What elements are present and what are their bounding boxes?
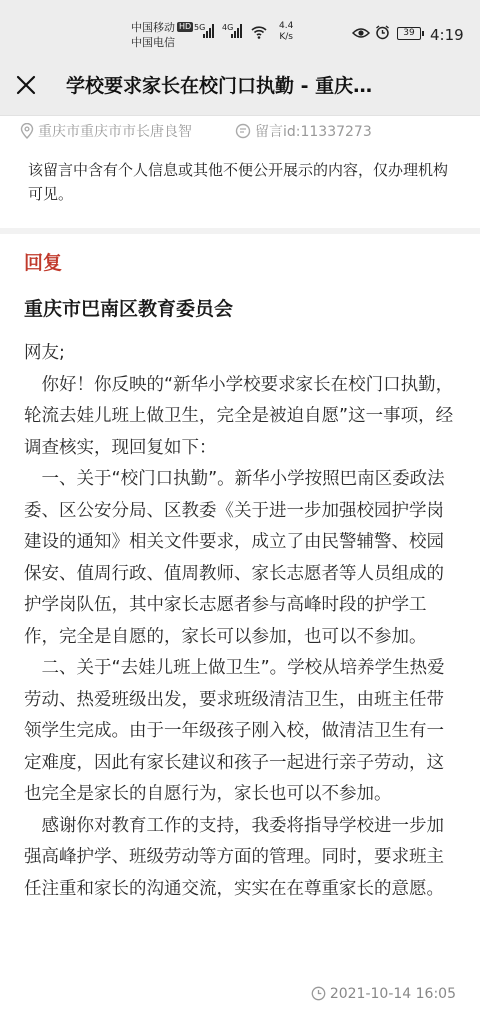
timestamp-text: 2021-10-14 16:05	[329, 986, 456, 1002]
hd-badge: HD	[179, 22, 192, 31]
location-pin-icon	[20, 123, 34, 139]
nav-bar	[0, 56, 480, 116]
reply-paragraph: 二、关于“去娃儿班上做卫生”。学校从培养学生热爱劳动、热爱班级出发，要求班级清洁卫生，由班主任带领学生完成。由于一年级孩子刚入校，做清洁卫生有一定难度，因此有家长建议和孩子一起进行亲子劳动，这也完全是家长的自愿行为，家长也可以不参加。	[24, 658, 445, 804]
page-title: 学校要求家长在校门口执勤 - 重庆…	[66, 75, 373, 97]
location-info	[20, 123, 192, 141]
reply-heading: 回复	[24, 252, 63, 274]
location-text: 重庆市重庆市市长唐良智	[38, 124, 192, 140]
battery-icon: 39	[397, 27, 421, 40]
reply-paragraph: 你好！你反映的“新华小学校要求家长在校门口执勤，轮流去娃儿班上做卫生，完全是被迫自愿”这一事项，经调查核实，现回复如下：	[24, 374, 454, 458]
status-time: 4:19	[430, 26, 464, 44]
reply-body	[24, 338, 460, 905]
section-divider	[0, 228, 480, 234]
eye-icon	[352, 27, 370, 39]
close-icon[interactable]	[14, 73, 38, 97]
privacy-notice: 该留言中含有个人信息或其他不便公开展示的内容，仅办理机构可见。	[28, 161, 449, 203]
message-icon	[235, 123, 251, 139]
carrier-primary: 中国移动	[131, 21, 175, 34]
message-meta	[0, 116, 480, 148]
reply-paragraph: 一、关于“校门口执勤”。新华小学按照巴南区委政法委、区公安分局、区教委《关于进一步加强校园护学岗建设的通知》相关文件要求，成立了由民警辅警、校园保安、值周行政、值周教师、家长志愿者等人员组成的护学岗队伍，其中家长志愿者参与高峰时段的护学工作，完全是自愿的，家长可以参加，也可以不参加。	[24, 469, 445, 647]
reply-timestamp	[311, 985, 456, 1003]
reply-paragraph: 网友;	[24, 343, 65, 363]
message-id-info	[235, 123, 372, 141]
wifi-icon	[251, 24, 267, 40]
reply-paragraph: 感谢你对教育工作的支持，我委将指导学校进一步加强高峰护学、班级劳动等方面的管理。同时，要求班主任注重和家长的沟通交流，实实在在尊重家长的意愿。	[24, 815, 444, 899]
status-bar: 中国移动 HD 中国电信 5G 4G 4.4 K/s 39 4:19	[0, 0, 480, 56]
message-id-text: 留言id:11337273	[255, 124, 372, 140]
carrier-info	[131, 20, 193, 50]
network-speed: 4.4 K/s	[279, 21, 294, 42]
alarm-icon	[375, 25, 390, 40]
reply-organization: 重庆市巴南区教育委员会	[24, 298, 234, 320]
clock-icon	[311, 986, 326, 1001]
carrier-secondary: 中国电信	[131, 36, 175, 49]
